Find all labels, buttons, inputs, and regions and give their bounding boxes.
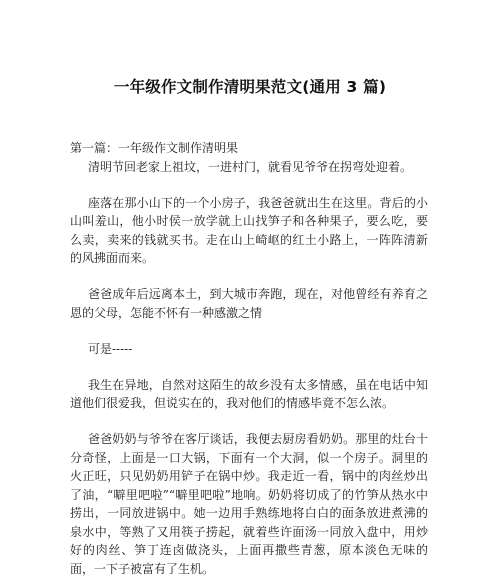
section-heading: 第一篇：一年级作文制作清明果: [70, 141, 239, 155]
paragraph: 我生在异地，自然对这陌生的故乡没有太多情感，虽在电话中知道他们很爱我，但说实在的，我对他们的情感毕竟不怎么浓。: [70, 377, 428, 410]
paragraph: 清明节回老家上祖坟，一进村门，就看见爷爷在拐弯处迎着。: [88, 159, 413, 174]
paragraph: 爸爸奶奶与爷爷在客厅谈话，我便去厨房看奶奶。那里的灶台十分奇怪，上面是一口大锅，下面有一个大洞，似一个房子。洞里的火正旺，只见奶奶用铲子在锅中炒。我走近一看，锅中的肉丝炒出了油，“噼里吧啦”“噼里吧啦”地响。奶奶将切成了的竹笋从热水中捞出，一同放进锅中。她一边用手熟练地将白白的面条放进煮沸的泉水中，等熟了又用筷子捞起，就着些许面汤一同放入盘中，用炒好的肉丝、笋丁连卤做浇头，上面再撒些青葱，原本淡色无味的面，一下子被富有了生机。: [70, 432, 428, 576]
paragraph: 可是-----: [88, 341, 133, 356]
paragraph: 座落在那小山下的一个小房子，我爸爸就出生在这里。背后的小山叫羞山，他小时侯一放学就上山找笋子和各种果子，要么吃，要么卖，卖来的钱就买书。走在山上崎岖的红土小路上，一阵阵清新的风拂面而来。: [70, 195, 428, 265]
document-body: [70, 139, 428, 578]
paragraph: 爸爸成年后远离本土，到大城市奔跑，现在，对他曾经有养育之恩的父母，怎能不怀有一种感激之情: [70, 287, 428, 320]
document-title: 一年级作文制作清明果范文(通用 3 篇): [113, 78, 387, 96]
